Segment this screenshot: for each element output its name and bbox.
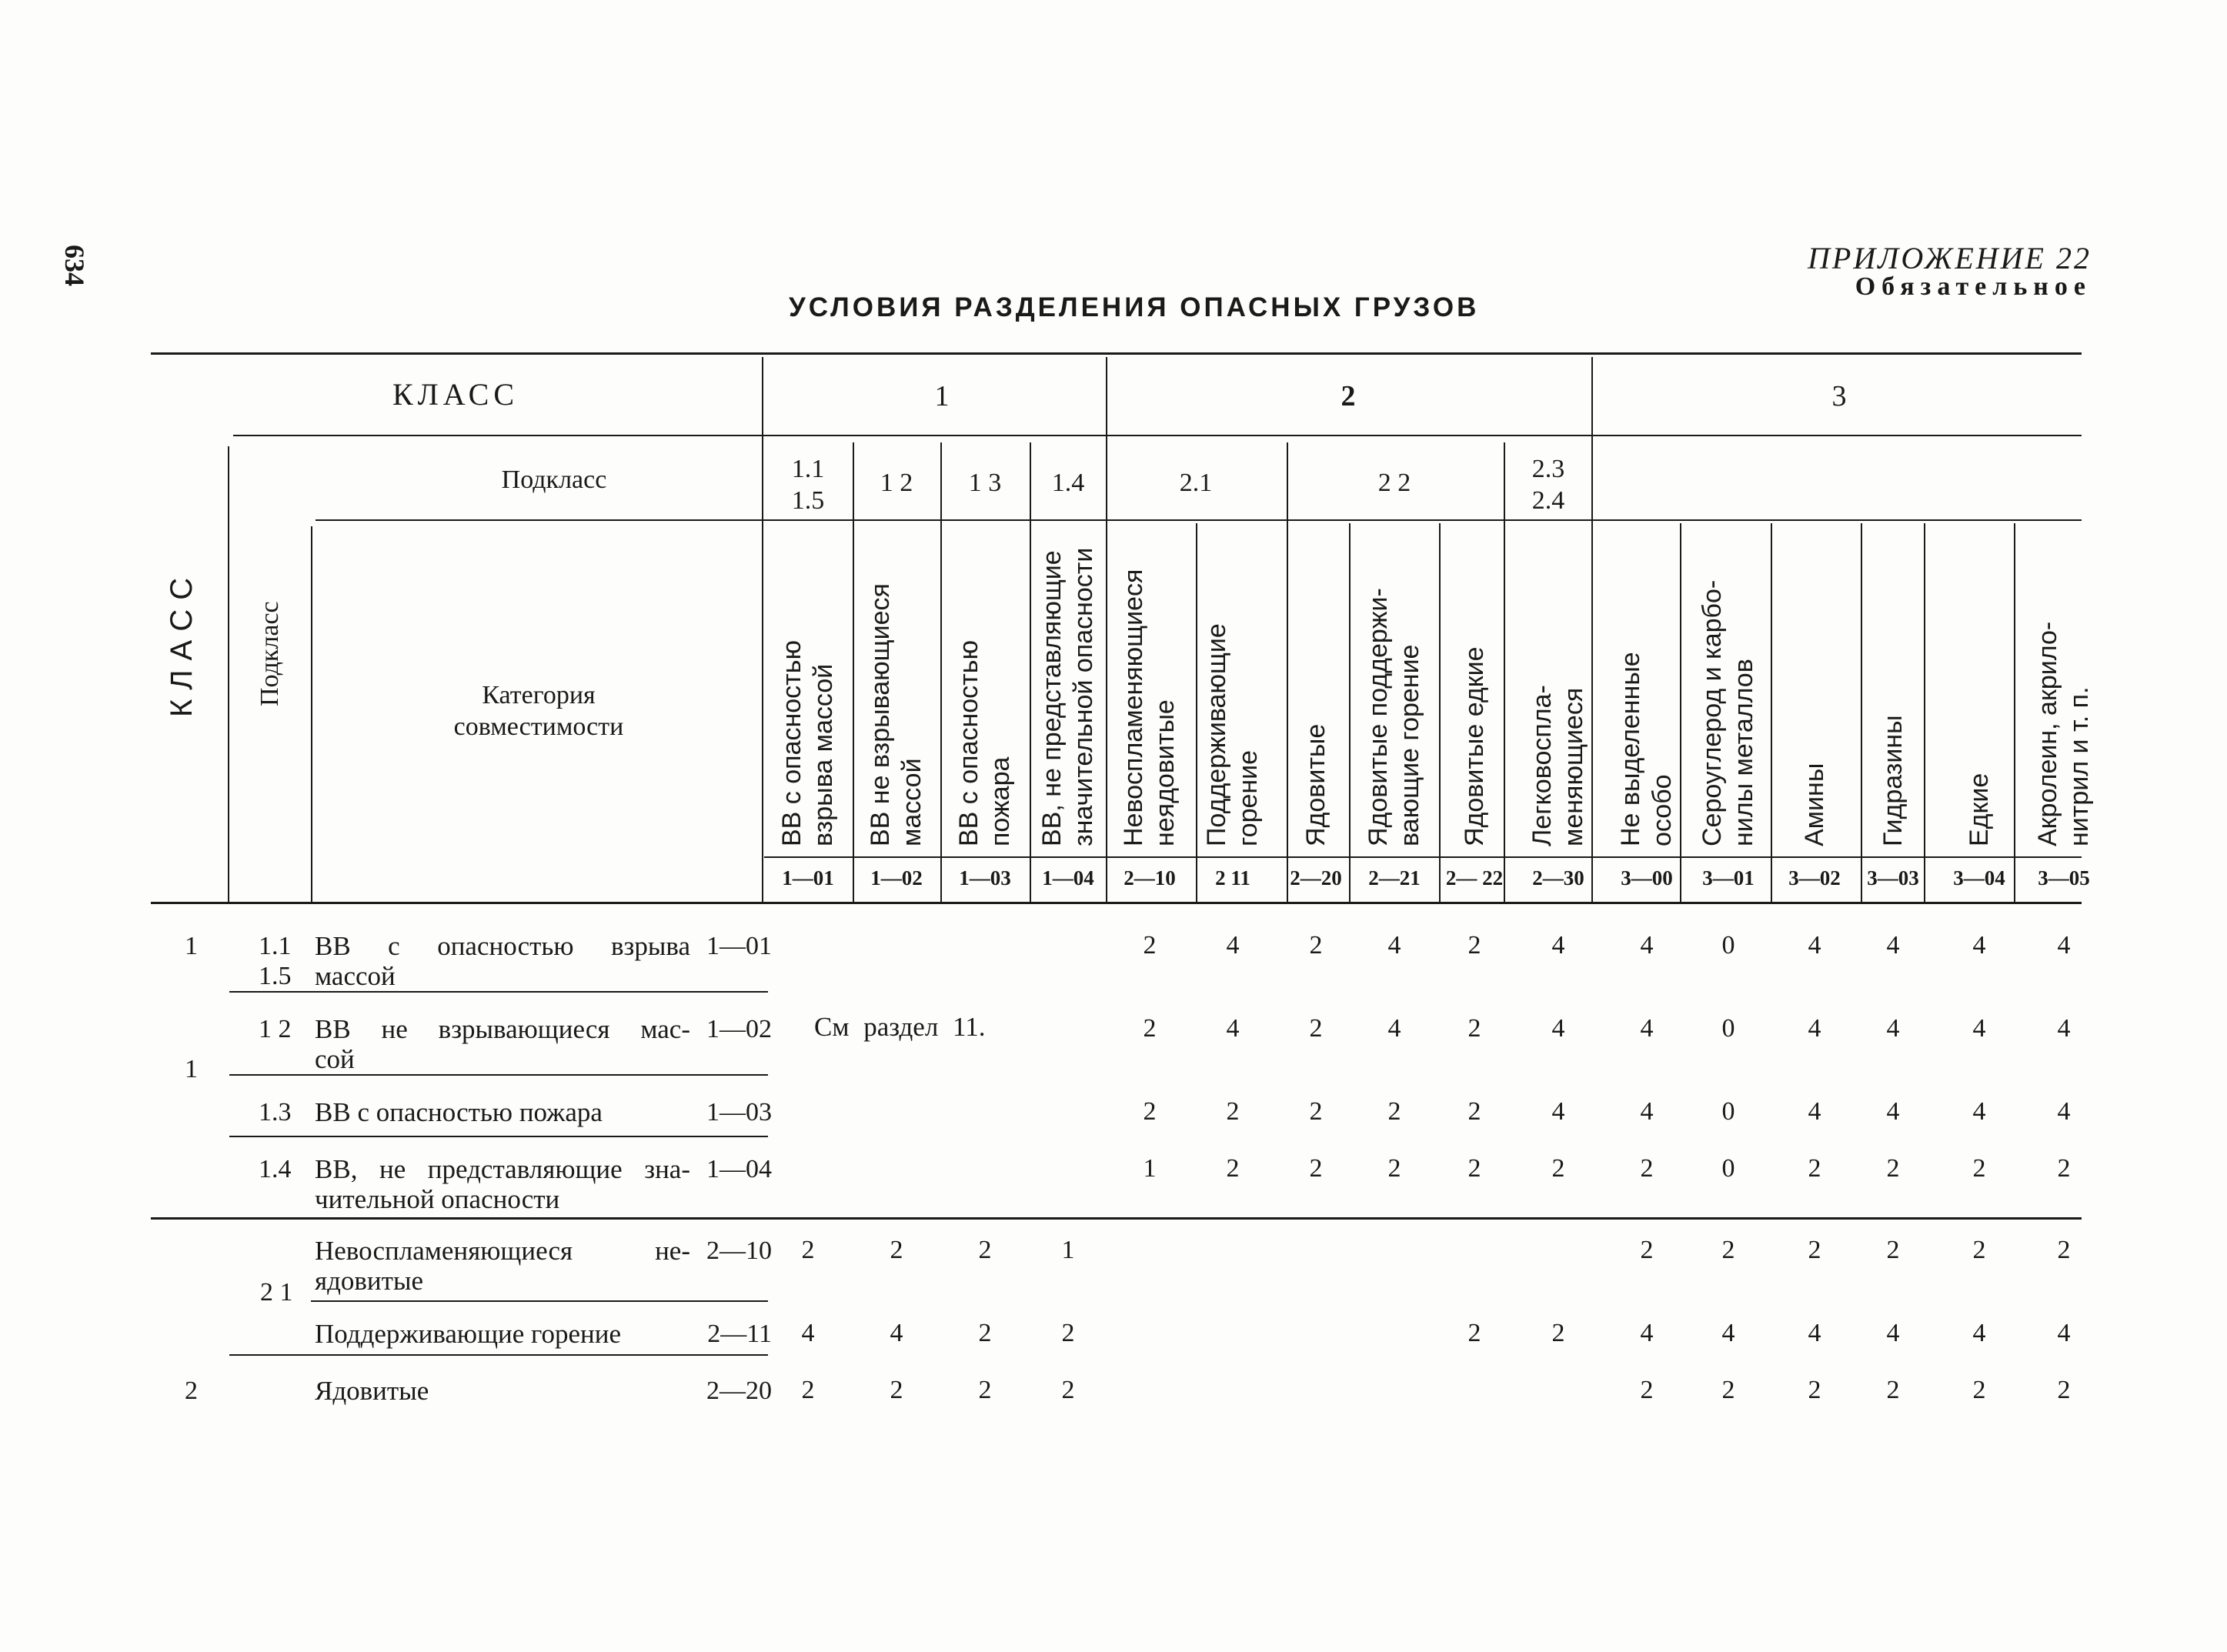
rule-code-row bbox=[764, 856, 2082, 858]
column-header bbox=[776, 640, 840, 846]
rule-col-12 bbox=[1680, 523, 1681, 903]
cell-value: 4 bbox=[1551, 1014, 1565, 1043]
rule-col-13 bbox=[1771, 523, 1772, 903]
cell-value: 2 bbox=[1309, 1014, 1323, 1043]
column-code: 1—02 bbox=[870, 866, 923, 889]
rule-subclass-col bbox=[311, 526, 312, 903]
column-header bbox=[953, 640, 1017, 846]
row-class: 1 bbox=[185, 932, 198, 960]
column-code: 3—04 bbox=[1953, 866, 2005, 889]
cell-value: 0 bbox=[1721, 1154, 1735, 1183]
cell-value: 4 bbox=[1972, 1319, 1986, 1347]
rule-class-row bbox=[233, 435, 2082, 436]
column-header bbox=[1964, 773, 1995, 846]
column-header-line: Ядовитые едкие bbox=[1459, 646, 1489, 846]
rule-col-15 bbox=[1924, 523, 1925, 903]
column-code: 3—01 bbox=[1702, 866, 1755, 889]
cell-value: 4 bbox=[2057, 1319, 2071, 1347]
rule-col-8 bbox=[1349, 523, 1351, 903]
subclass-cell-line: 1 3 bbox=[968, 469, 1002, 497]
row-label-line: ВВ, не представляющие зна- bbox=[315, 1154, 690, 1184]
column-header-line: Не выделенные bbox=[1616, 652, 1645, 846]
cell-value: 4 bbox=[1387, 1014, 1401, 1043]
column-header-line: ВВ не взрывающиеся bbox=[866, 583, 895, 846]
subclass-21-group-label: 2 1 bbox=[260, 1278, 293, 1307]
cell-value: 4 bbox=[2057, 1014, 2071, 1043]
cell-value: 4 bbox=[1886, 931, 1900, 959]
cell-value: 2 bbox=[801, 1236, 815, 1264]
row-subclass: 1.1 bbox=[259, 932, 292, 960]
left-class-header: КЛАСС bbox=[165, 568, 199, 717]
cell-value: 2 bbox=[1226, 1154, 1240, 1183]
column-code: 2— 22 bbox=[1445, 866, 1504, 889]
cell-value: 4 bbox=[1721, 1319, 1735, 1347]
cell-value: 4 bbox=[1226, 1014, 1240, 1043]
column-header-line: Ядовитые bbox=[1300, 723, 1331, 846]
subclass-cell bbox=[880, 468, 913, 499]
cell-value: 4 bbox=[1387, 931, 1401, 959]
column-header bbox=[1799, 763, 1831, 846]
category-header-label: Категория совместимости bbox=[453, 681, 624, 741]
cell-value: 2 bbox=[1467, 1154, 1481, 1183]
column-header bbox=[1300, 724, 1332, 846]
cell-value: 4 bbox=[1886, 1014, 1900, 1043]
column-header-line: вающие горение bbox=[1395, 644, 1425, 846]
column-code: 2 11 bbox=[1215, 866, 1250, 889]
cell-value: 2 bbox=[2057, 1236, 2071, 1264]
column-header-line: ВВ с опасностью bbox=[777, 640, 806, 846]
column-header-line: Ядовитые поддержи- bbox=[1364, 588, 1393, 846]
column-header-line: Едкие bbox=[1964, 773, 1994, 846]
column-header bbox=[865, 583, 929, 846]
cell-value: 2 bbox=[1551, 1319, 1565, 1347]
column-code: 2—21 bbox=[1368, 866, 1421, 889]
row-label-line: Ядовитые bbox=[315, 1376, 429, 1406]
row-label-line: массой bbox=[315, 961, 396, 992]
cell-value: 4 bbox=[1640, 931, 1654, 959]
rule-col-2 bbox=[853, 442, 854, 903]
column-code: 2—20 bbox=[1290, 866, 1342, 889]
cell-value: 2 bbox=[1886, 1154, 1900, 1183]
column-header-line: Легковоспла- bbox=[1528, 685, 1557, 846]
cell-value: 2 bbox=[1640, 1376, 1654, 1404]
class-separator-rule bbox=[151, 1217, 2082, 1220]
cell-value: 4 bbox=[1640, 1097, 1654, 1126]
rule-class3-col bbox=[1591, 357, 1593, 903]
cell-value: 2 bbox=[890, 1376, 903, 1404]
row-separator bbox=[311, 1300, 768, 1302]
subclass-cell-line: 1.5 bbox=[791, 486, 825, 515]
column-header bbox=[1037, 548, 1100, 846]
column-header-line: Амины bbox=[1799, 763, 1829, 846]
column-header-line: Гидразины bbox=[1878, 715, 1908, 846]
row-separator bbox=[229, 1074, 768, 1076]
cell-value: 4 bbox=[1972, 1014, 1986, 1043]
cell-value: 2 bbox=[1143, 1014, 1157, 1043]
class-2-number: 2 bbox=[1341, 380, 1356, 412]
cell-value: 0 bbox=[1721, 1097, 1735, 1126]
cell-value: 2 bbox=[2057, 1154, 2071, 1183]
row-class: 2 bbox=[185, 1377, 198, 1405]
subclass-cell bbox=[969, 468, 1002, 499]
subclass-cell-line: 1 2 bbox=[880, 469, 913, 497]
subclass-cell bbox=[792, 454, 825, 517]
cell-value: 4 bbox=[1972, 1097, 1986, 1126]
cell-value: 2 bbox=[978, 1319, 992, 1347]
row-label bbox=[315, 1014, 699, 1074]
row-label-line: Невоспламеняющиеся не- bbox=[315, 1236, 690, 1266]
column-header bbox=[1363, 588, 1427, 846]
cell-value: 2 bbox=[978, 1236, 992, 1264]
rule-col-6 bbox=[1196, 523, 1197, 903]
column-header-line: нитрил и т. п. bbox=[2065, 686, 2095, 846]
subclass-cell-line: 2.1 bbox=[1179, 469, 1213, 497]
rule-col-16 bbox=[2014, 523, 2015, 903]
mandatory-label: Обязательное bbox=[1855, 272, 2092, 301]
row-label-line: Поддерживающие горение bbox=[315, 1319, 622, 1349]
column-header bbox=[1459, 647, 1491, 847]
cell-value: 2 bbox=[1972, 1154, 1986, 1183]
rule-col-7 bbox=[1287, 442, 1288, 903]
rule-subclass-row bbox=[316, 519, 2082, 521]
rule-class-col bbox=[228, 446, 229, 903]
column-header-line: ВВ с опасностью bbox=[954, 640, 983, 846]
column-header-line: нилы металлов bbox=[1729, 659, 1759, 846]
cell-value: 2 bbox=[1808, 1376, 1821, 1404]
column-header bbox=[1201, 623, 1265, 846]
cell-value: 2 bbox=[1467, 1319, 1481, 1347]
cell-value: 2 bbox=[1640, 1154, 1654, 1183]
subclass-cell-line: 2.3 bbox=[1531, 455, 1565, 483]
class-1-number: 1 bbox=[934, 380, 950, 412]
cell-value: 2 bbox=[801, 1376, 815, 1404]
column-code: 3—03 bbox=[1867, 866, 1919, 889]
class-header-label: КЛАСС bbox=[392, 377, 519, 412]
cell-value: 0 bbox=[1721, 1014, 1735, 1043]
cell-value: 4 bbox=[1886, 1319, 1900, 1347]
rule-col-14 bbox=[1861, 523, 1862, 903]
rule-col-9 bbox=[1439, 523, 1441, 903]
cell-value: 2 bbox=[1467, 1097, 1481, 1126]
cell-value: 4 bbox=[890, 1319, 903, 1347]
row-code: 2—20 bbox=[706, 1377, 772, 1405]
column-header-line: горение bbox=[1234, 749, 1264, 846]
column-code: 1—01 bbox=[782, 866, 834, 889]
subclass-cell-line: 2.4 bbox=[1531, 486, 1565, 515]
cell-value: 4 bbox=[1640, 1319, 1654, 1347]
rule-class2-col bbox=[1106, 357, 1107, 903]
cell-value: 2 bbox=[1808, 1154, 1821, 1183]
column-header bbox=[1118, 569, 1182, 846]
cell-value: 1 bbox=[1061, 1236, 1075, 1264]
row-subclass: 1.5 bbox=[259, 962, 292, 990]
cell-value: 4 bbox=[2057, 1097, 2071, 1126]
row-label-line: чительной опасности bbox=[315, 1184, 560, 1215]
column-header bbox=[1878, 715, 1909, 846]
column-code: 2—10 bbox=[1124, 866, 1176, 889]
cell-value: 2 bbox=[1467, 931, 1481, 959]
row-subclass: 1.4 bbox=[259, 1155, 292, 1183]
table-top-rule bbox=[151, 352, 2082, 355]
row-label bbox=[315, 1376, 699, 1406]
row-label bbox=[315, 931, 699, 991]
cell-value: 4 bbox=[2057, 931, 2071, 959]
column-header bbox=[1615, 652, 1679, 846]
cell-value: 2 bbox=[1061, 1319, 1075, 1347]
page-title: УСЛОВИЯ РАЗДЕЛЕНИЯ ОПАСНЫХ ГРУЗОВ bbox=[789, 292, 1480, 322]
rule-col-4 bbox=[1030, 442, 1031, 903]
column-header-line: массой bbox=[897, 758, 927, 846]
row-subclass: 1 2 bbox=[259, 1015, 292, 1043]
row-separator bbox=[229, 1136, 768, 1137]
class-3-number: 3 bbox=[1831, 380, 1847, 412]
rule-col-10 bbox=[1504, 442, 1505, 903]
cell-value: 4 bbox=[1808, 931, 1821, 959]
column-header-line: Невоспламеняющиеся bbox=[1119, 569, 1148, 846]
class-1-group-label: 1 bbox=[185, 1055, 198, 1083]
column-header-line: неядовитые bbox=[1150, 699, 1180, 846]
cell-value: 4 bbox=[1808, 1097, 1821, 1126]
row-code: 2—10 bbox=[706, 1236, 772, 1265]
see-section-note: См раздел 11. bbox=[814, 1012, 986, 1042]
subclass-cell bbox=[1378, 468, 1411, 499]
subclass-cell bbox=[1052, 468, 1085, 499]
column-header-line: пожара bbox=[986, 756, 1016, 846]
cell-value: 2 bbox=[1143, 1097, 1157, 1126]
row-label-line: ВВ с опасностью взрыва bbox=[315, 931, 690, 961]
row-separator bbox=[229, 1354, 768, 1356]
cell-value: 2 bbox=[1309, 931, 1323, 959]
subclass-cell-line: 2 2 bbox=[1377, 469, 1411, 497]
subclass-cell-line: 1.1 bbox=[791, 455, 825, 483]
column-header-line: ВВ, не представляющие bbox=[1037, 550, 1067, 846]
cell-value: 4 bbox=[1551, 931, 1565, 959]
cell-value: 2 bbox=[978, 1376, 992, 1404]
row-label bbox=[315, 1236, 699, 1296]
column-header-line: Поддерживающие bbox=[1202, 623, 1231, 846]
cell-value: 4 bbox=[801, 1319, 815, 1347]
cell-value: 2 bbox=[1721, 1236, 1735, 1264]
row-subclass: 1.3 bbox=[259, 1098, 292, 1126]
cell-value: 2 bbox=[1061, 1376, 1075, 1404]
cell-value: 0 bbox=[1721, 931, 1735, 959]
cell-value: 2 bbox=[2057, 1376, 2071, 1404]
cell-value: 4 bbox=[1808, 1319, 1821, 1347]
row-code: 2—11 bbox=[707, 1320, 772, 1348]
column-code: 3—02 bbox=[1788, 866, 1841, 889]
cell-value: 1 bbox=[1143, 1154, 1157, 1183]
cell-value: 2 bbox=[1226, 1097, 1240, 1126]
left-subclass-header: Подкласс bbox=[255, 601, 284, 706]
cell-value: 4 bbox=[1886, 1097, 1900, 1126]
cell-value: 4 bbox=[1551, 1097, 1565, 1126]
rule-label-col bbox=[762, 357, 763, 903]
column-code: 1—03 bbox=[959, 866, 1011, 889]
row-label-line: ВВ с опасностью пожара bbox=[315, 1097, 603, 1127]
cell-value: 2 bbox=[1721, 1376, 1735, 1404]
cell-value: 2 bbox=[1309, 1097, 1323, 1126]
cell-value: 2 bbox=[1640, 1236, 1654, 1264]
column-header bbox=[1697, 580, 1761, 846]
subclass-cell-line: 1.4 bbox=[1051, 469, 1085, 497]
column-header bbox=[1527, 685, 1591, 846]
row-label bbox=[315, 1319, 699, 1349]
cell-value: 4 bbox=[1640, 1014, 1654, 1043]
cell-value: 2 bbox=[1886, 1376, 1900, 1404]
row-code: 1—02 bbox=[706, 1015, 772, 1043]
row-separator bbox=[229, 991, 768, 993]
cell-value: 2 bbox=[1143, 931, 1157, 959]
row-label bbox=[315, 1097, 699, 1127]
column-code: 1—04 bbox=[1042, 866, 1094, 889]
row-label-line: ВВ не взрывающиеся мас- bbox=[315, 1014, 690, 1044]
cell-value: 2 bbox=[1972, 1376, 1986, 1404]
cell-value: 2 bbox=[1808, 1236, 1821, 1264]
cell-value: 2 bbox=[1387, 1097, 1401, 1126]
cell-value: 2 bbox=[1972, 1236, 1986, 1264]
cell-value: 2 bbox=[1309, 1154, 1323, 1183]
row-code: 1—01 bbox=[706, 932, 772, 960]
column-code: 3—00 bbox=[1621, 866, 1673, 889]
cell-value: 2 bbox=[1467, 1014, 1481, 1043]
cell-value: 2 bbox=[1387, 1154, 1401, 1183]
subclass-cell bbox=[1180, 468, 1213, 499]
row-label-line: сой bbox=[315, 1044, 355, 1075]
column-header-line: меняющиеся bbox=[1559, 687, 1589, 846]
page-number: 634 bbox=[59, 245, 90, 286]
column-header-line: Сероуглерод и карбо- bbox=[1698, 579, 1727, 846]
column-header-line: взрыва массой bbox=[809, 663, 839, 846]
column-header-line: Акролеин, акрило- bbox=[2033, 621, 2062, 846]
column-code: 2—30 bbox=[1532, 866, 1584, 889]
appendix-label: ПРИЛОЖЕНИЕ 22 bbox=[1808, 241, 2092, 275]
row-code: 1—03 bbox=[706, 1098, 772, 1126]
subclass-header-label: Подкласс bbox=[501, 466, 607, 494]
rule-col-3 bbox=[940, 442, 942, 903]
column-header-line: значительной опасности bbox=[1069, 547, 1099, 846]
cell-value: 2 bbox=[1551, 1154, 1565, 1183]
header-bottom-rule bbox=[151, 902, 2082, 904]
row-label bbox=[315, 1154, 699, 1214]
column-header-line: особо bbox=[1648, 774, 1678, 846]
cell-value: 4 bbox=[1226, 931, 1240, 959]
cell-value: 4 bbox=[1972, 931, 1986, 959]
cell-value: 2 bbox=[890, 1236, 903, 1264]
subclass-cell bbox=[1532, 454, 1565, 517]
column-header bbox=[2032, 622, 2096, 846]
row-code: 1—04 bbox=[706, 1155, 772, 1183]
cell-value: 2 bbox=[1886, 1236, 1900, 1264]
row-label-line: ядовитые bbox=[315, 1266, 424, 1297]
cell-value: 4 bbox=[1808, 1014, 1821, 1043]
column-code: 3—05 bbox=[2038, 866, 2090, 889]
